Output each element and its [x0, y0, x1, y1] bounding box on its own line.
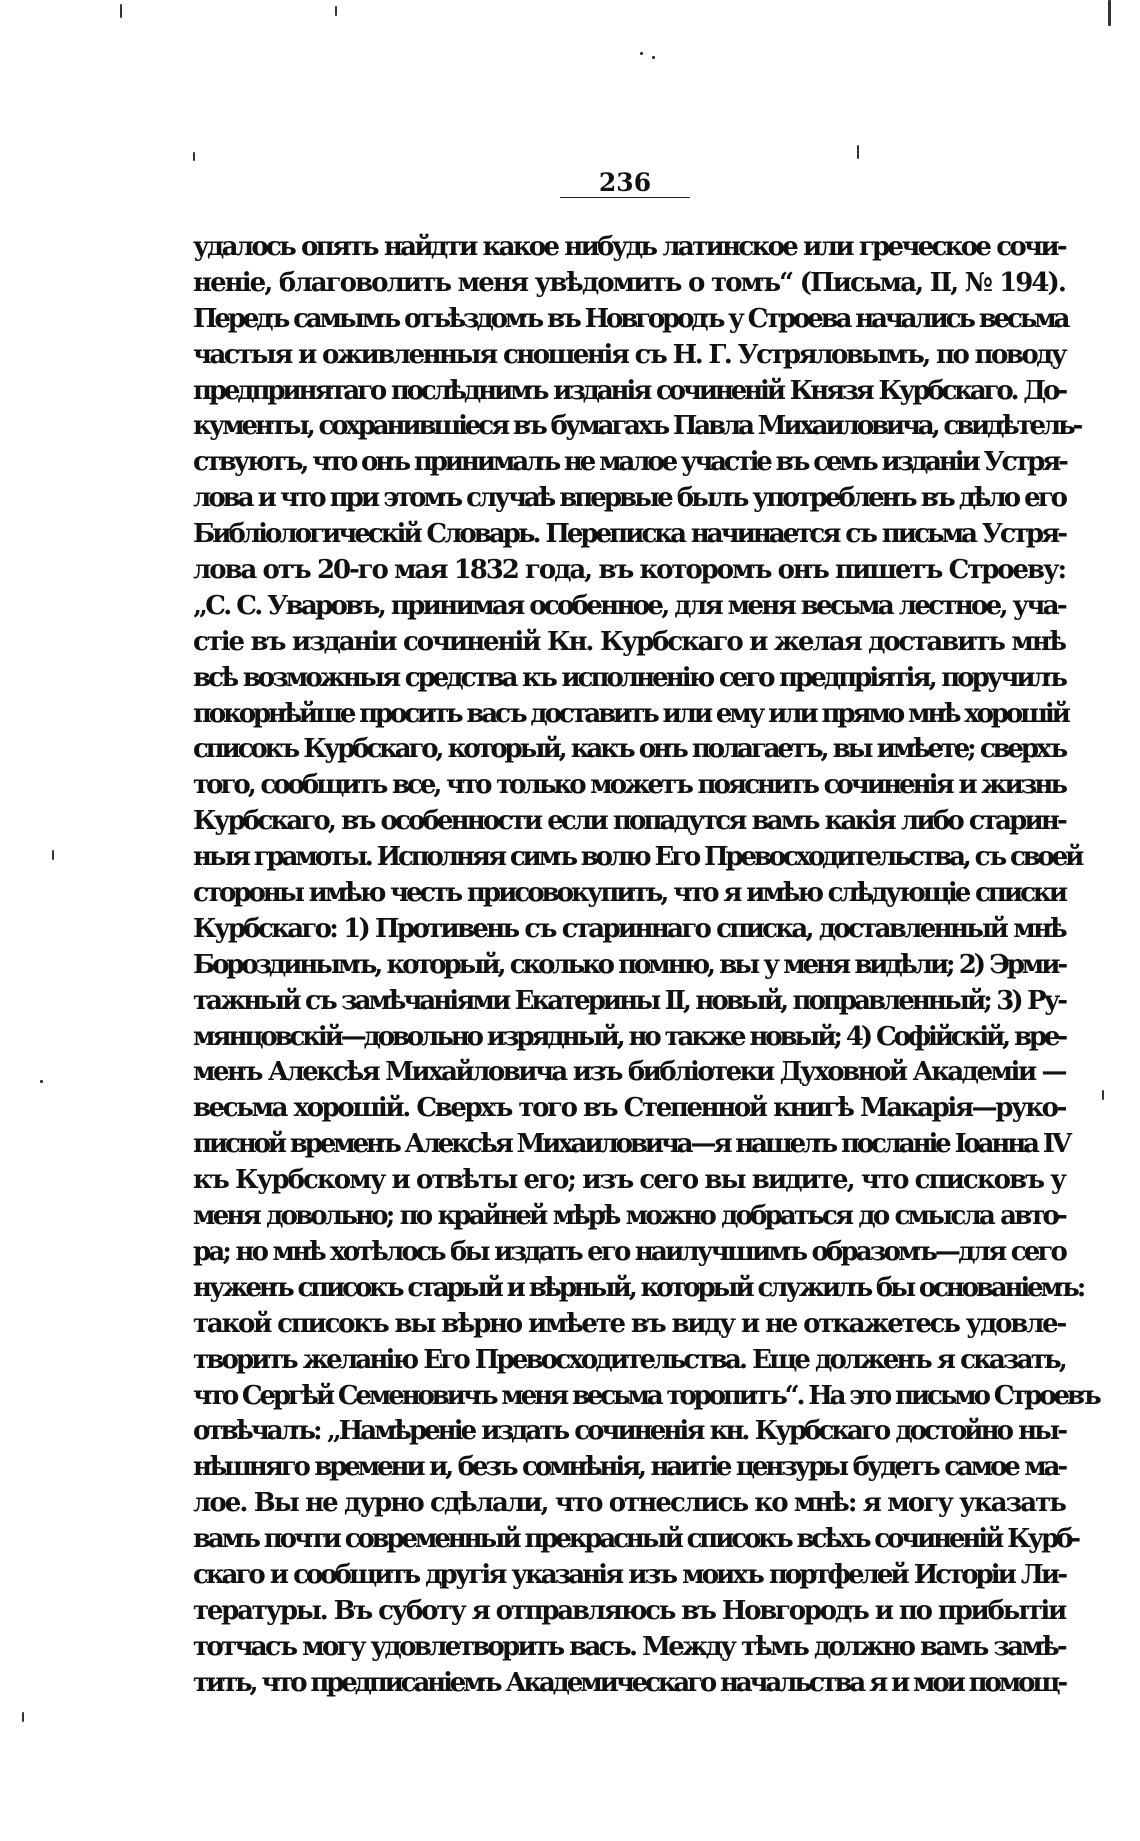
text-line: тотчасъ могу удовлетворить васъ. Между тѣмъ должно вамъ замѣ- [193, 1631, 1065, 1662]
page-number: 236 [598, 168, 652, 197]
text-line: стіе въ изданіи сочиненій Кн. Курбскаго и желая доставить мнѣ [193, 626, 1065, 657]
ink-speck [640, 52, 643, 55]
text-line: списокъ Курбскаго, который, какъ онъ полагаетъ, вы имѣете; сверхъ [193, 734, 1065, 765]
ink-speck [52, 850, 54, 860]
text-line: Курбскаго, въ особенности если попадутся вамъ какія либо старин- [193, 806, 1065, 837]
text-line: Библіологическій Словарь. Переписка начинается съ письма Устря- [193, 519, 1065, 550]
text-line: лова отъ 20-го мая 1832 года, въ которомъ онъ пишетъ Строеву: [193, 555, 1065, 586]
ink-speck [335, 6, 337, 16]
text-line: удалось опять найдти какое нибудь латинское или греческое сочи- [193, 232, 1065, 262]
text-line: лое. Вы не дурно сдѣлали, что отнеслись ко мнѣ: я могу указать [193, 1488, 1065, 1519]
text-line: покорнѣйше просить васъ доставить или ему или прямо мнѣ хорошій [193, 698, 1068, 729]
text-line: Бороздинымъ, который, сколько помню, вы у меня видѣли; 2) Эрми- [193, 949, 1065, 980]
ink-speck [120, 4, 122, 18]
text-line: отвѣчалъ: „Намѣреніе издать сочиненія кн. Курбскаго достойно ны- [193, 1416, 1065, 1447]
text-line: стороны имѣю честь присовокупить, что я имѣю слѣдующіе списки [193, 878, 1065, 909]
text-line: менъ Алексѣя Михайловича изъ библіотеки Духовной Академіи — [193, 1057, 1065, 1088]
text-line: меня довольно; по крайней мѣрѣ можно добраться до смысла авто- [193, 1201, 1065, 1232]
ink-speck [22, 1712, 24, 1722]
text-line: Передъ самымъ отъѣздомъ въ Новгородъ у Строева начались весьма [193, 303, 1068, 334]
text-line: скаго и сообщить другія указанія изъ моихъ портфелей Исторіи Ли- [193, 1559, 1065, 1590]
text-line: того, сообщить все, что только можетъ пояснить сочиненія и жизнь [193, 770, 1065, 801]
text-line: неніе, благоволить меня увѣдомить о томъ“ (Письма, II, № 194). [193, 267, 1065, 298]
text-line: ра; но мнѣ хотѣлось бы издать его наилучшимъ образомъ—для сего [193, 1236, 1065, 1267]
text-line: всѣ возможныя средства къ исполненію сего предпріятія, поручилъ [193, 662, 1065, 693]
text-line: тературы. Въ суботу я отправляюсь въ Новгородъ и по прибытіи [193, 1595, 1065, 1626]
ink-speck [40, 1080, 43, 1083]
text-line: весьма хорошій. Сверхъ того въ Степенной книгѣ Макарія—руко- [193, 1093, 1065, 1124]
text-line: частыя и оживленныя сношенія съ Н. Г. Устряловымъ, по поводу [193, 339, 1065, 370]
text-line: тить, что предписаніемъ Академическаго начальства я и мои помощ- [193, 1667, 1065, 1698]
ink-speck [857, 145, 859, 159]
text-line: творить желанію Его Превосходительства. Еще долженъ я сказать, [193, 1344, 1065, 1375]
text-line: такой списокъ вы вѣрно имѣете въ виду и не откажетесь удовле- [193, 1308, 1065, 1339]
ink-speck [1108, 0, 1111, 26]
text-line: предпринятаго послѣднимъ изданія сочиненій Князя Курбскаго. До- [193, 375, 1065, 406]
text-line: лова и что при этомъ случаѣ впервые былъ употребленъ въ дѣло его [193, 483, 1065, 514]
text-line: нѣшняго времени и, безъ сомнѣнія, наитіе цензуры будетъ самое ма- [193, 1452, 1065, 1483]
text-line: вамъ почти современный прекрасный списокъ всѣхъ сочиненій Курб- [193, 1524, 1078, 1555]
text-line: къ Курбскому и отвѣты его; изъ сего вы видите, что списковъ у [193, 1165, 1065, 1196]
text-line: нуженъ списокъ старый и вѣрный, который служилъ бы основаніемъ: [193, 1272, 1084, 1303]
text-line: Курбскаго: 1) Противень съ стариннаго списка, доставленный мнѣ [193, 913, 1065, 944]
text-line: ныя грамоты. Исполняя симъ волю Его Превосходительства, съ своей [193, 842, 1082, 873]
header-rule [560, 197, 690, 198]
text-line: кументы, сохранившіеся въ бумагахъ Павла Михаиловича, свидѣтель- [193, 411, 1081, 442]
body-text [193, 230, 1099, 1702]
ink-speck [193, 152, 195, 161]
text-line: „С. С. Уваровъ, принимая особенное, для меня весьма лестное, уча- [193, 590, 1065, 621]
text-line: тажный съ замѣчаніями Екатерины II, новый, поправленный; 3) Ру- [193, 985, 1065, 1016]
ink-speck [652, 56, 655, 59]
ink-speck [1102, 1090, 1104, 1100]
text-line: писной временъ Алексѣя Михаиловича—я нашелъ посланіе Іоанна IV [193, 1129, 1069, 1160]
text-line: мянцовскій—довольно изрядный, но также новый; 4) Софійскій, вре- [193, 1021, 1065, 1052]
text-line: ствуютъ, что онъ принималъ не малое участіе въ семъ изданіи Устря- [193, 447, 1066, 478]
text-line: что Сергѣй Семеновичъ меня весьма торопитъ“. На это письмо Строевъ [193, 1380, 1099, 1411]
